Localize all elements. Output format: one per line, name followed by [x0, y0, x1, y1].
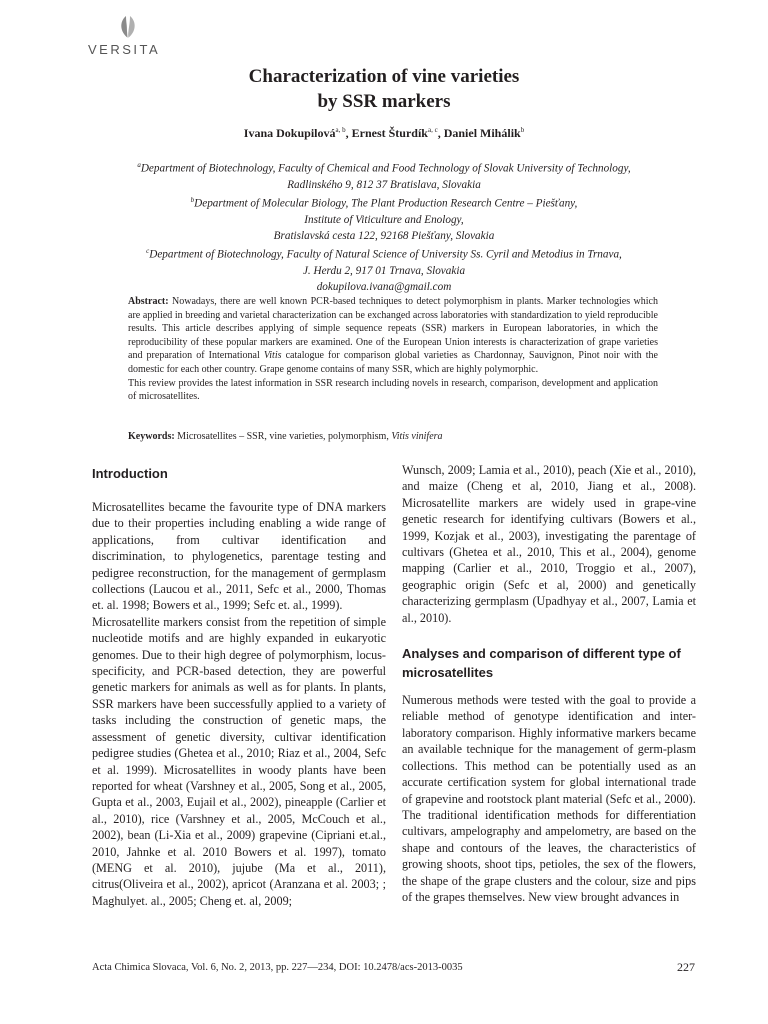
- affiliation-marker: b: [190, 196, 195, 205]
- keywords: [128, 431, 658, 442]
- abstract-paragraph: [128, 295, 658, 377]
- affiliation-line: [60, 193, 708, 213]
- body-paragraph: The traditional identification methods for differentiation cultivars, ampelography and ampelometry, are based on the shape and contours of the leaves, the characteristics of growing shoots, shoot tips, petioles, the sex of the flowers, the shape of the grape clusters and the colour, size and pips of the grapes themselves. New view brought advances in: [402, 807, 696, 904]
- journal-citation: Acta Chimica Slovaca, Vol. 6, No. 2, 2013, pp. 227—234, DOI: 10.2478/acs-2013-0035: [92, 962, 463, 973]
- affiliation-marker: c: [146, 247, 150, 256]
- author-affiliation-marker: b: [520, 126, 525, 134]
- body-paragraph: Wunsch, 2009; Lamia et al., 2010), peach (Xie et al., 2010), and maize (Cheng et al, 2010, Jiang et al., 2008). Microsatellite markers are widely used in grape-vine genetic research for identifying cultivars (Bowers et al., 1999, Kozjak et al., 2003), investigating the parentage of cultivars (Ghetea et al., 2010, This et al., 2004), genome mapping (Carlier et al., 2010, Troggio et al., 2007), geographic origin (Sefc et al, 2000) and genetically characterizing germplasm (Upadhyay et al., 2007, Lamia et al., 2010).: [402, 463, 696, 625]
- right-column: [402, 462, 696, 905]
- publisher-name: VERSITA: [88, 42, 161, 57]
- publisher-logo: [88, 14, 168, 60]
- abstract-text: Nowadays, there are well known PCR-based techniques to detect polymorphism in plants. Marker technologies which are applied in breeding and varietal characterization can be exchanged across laboratories with standardization to yield reproducible results. This article describes applying of simple sequence repeats (SSR) markers in European laboratories, in which the reproducibility of these popular markers are examined. One of the European Union interests is characterization of grape varieties and preparation of International: [128, 296, 658, 362]
- affiliation-text: Department of Biotechnology, Faculty of Natural Science of University Ss. Cyril and Metodius in Trnava,: [149, 249, 622, 262]
- author-list: [0, 126, 768, 141]
- author-affiliation-marker: a, b: [335, 126, 346, 134]
- affiliation-text: Department of Biotechnology, Faculty of Chemical and Food Technology of Slovak University of Technology,: [140, 162, 631, 175]
- affiliation-text: Bratislavská cesta 122, 92168 Piešťany, Slovakia: [273, 229, 495, 242]
- author-name: Ernest Šturdík: [351, 126, 428, 140]
- keywords-label: Keywords:: [128, 431, 175, 442]
- affiliation-line: [60, 264, 708, 280]
- affiliation-text: Department of Molecular Biology, The Plant Production Research Centre – Piešťany,: [194, 198, 578, 211]
- paper-title: [0, 64, 768, 114]
- title-line: by SSR markers: [317, 91, 451, 112]
- affiliation-line: [60, 244, 708, 264]
- body-paragraph: Microsatellite markers consist from the repetition of simple nucleotide motifs and are highly expanded in eukaryotic genomes. Due to their high degree of polymorphism, locus-specificity, and PCR-based detection, they are powerful genetic markers for animals as well as for plants. In plants, SSR markers have been successfully applied to a variety of tasks including the construction of genetic maps, the assessment of genetic diversity, cultivar identification pedigree studies (Ghetea et al., 2010; Riaz et al., 2004, Sefc et al. 1999). Microsatellites in woody plants have been reported for wheat (Varshney et al., 2005, Song et al., 2005, Gupta et al., 2003, Eujail et al., 2002), pineapple (Carlier et al., 2010), rice (Varshney et al., 2005, McCouch et al., 2002), bean (Li-Xia et al., 2009) grapevine (Cipriani et.al., 2010, Jahnke et al. 2010 Bowers et al. 1997), tomato (MENG et al. 2010), jujube (Ma et al., 2011), citrus(Oliveira et al., 2002), apricot (Aranzana et al. 2003; ; Maghulyet. al., 2005; Cheng et. al, 2009;: [92, 614, 386, 908]
- abstract-paragraph: This review provides the latest information in SSR research including novels in research, comparison, development and application of microsatellites.: [128, 377, 658, 403]
- affiliation-line: [60, 229, 708, 245]
- abstract-label: Abstract:: [128, 296, 169, 307]
- body-paragraph: Microsatellites became the favourite type of DNA markers due to their properties including enabling a wide range of applications, from cultivar identification and discrimination, to phylogenetics, parentage testing and pedigree reconstruction, for the management of germplasm collections (Laucou et al., 2011, Sefc et al., 2000, Thomas et. al. 1998; Bowers et al., 1999; Sefc et. al., 1999).: [92, 500, 386, 613]
- section-heading: Introduction: [92, 466, 168, 481]
- abstract: [128, 295, 658, 404]
- affiliation-line: [60, 158, 708, 178]
- affiliation-text: J. Herdu 2, 917 01 Trnava, Slovakia: [302, 264, 466, 277]
- author-separator: ,: [437, 126, 444, 140]
- affiliation-line: [60, 178, 708, 194]
- affiliation-text: Radlinského 9, 812 37 Bratislava, Slovakia: [287, 178, 481, 191]
- abstract-italic: Vitis: [263, 350, 282, 362]
- title-line: Characterization of vine varieties: [248, 66, 520, 87]
- author-affiliation-marker: a, c: [427, 126, 438, 134]
- author-name: Ivana Dokupilová: [243, 126, 336, 140]
- page-number: 227: [677, 960, 695, 974]
- corresponding-email: [60, 280, 708, 296]
- affiliations: [60, 158, 708, 296]
- affiliation-text: Institute of Viticulture and Enology,: [304, 213, 464, 226]
- keywords-text: Microsatellites – SSR, vine varieties, polymorphism,: [174, 431, 392, 442]
- affiliation-marker: a: [137, 161, 141, 169]
- author-separator: ,: [345, 126, 352, 140]
- left-column: [92, 462, 386, 909]
- author-name: Daniel Mihálik: [443, 126, 521, 140]
- keywords-italic: Vitis vinifera: [391, 431, 443, 442]
- leaf-icon: [114, 14, 142, 40]
- abstract-text: catalogue for comparison global varieties as Chardonnay, Sauvignon, Pinot noir with the domestic for each other country. Grape genome contains of many SSR, which are highly polymorphic.: [128, 350, 658, 375]
- email-text: dokupilova.ivana@gmail.com: [316, 280, 452, 293]
- body-paragraph: Numerous methods were tested with the goal to provide a reliable method of genotype identification and inter-laboratory comparison. Highly informative markers became an available technique for the management of germ-plasm collections. This method can be potentially used as an accurate certification system for global international trade of grapevine and rootstock plant material (Sefc et al., 2000).: [402, 693, 696, 806]
- section-heading: Analyses and comparison of different type of microsatellites: [402, 646, 681, 681]
- affiliation-line: [60, 213, 708, 229]
